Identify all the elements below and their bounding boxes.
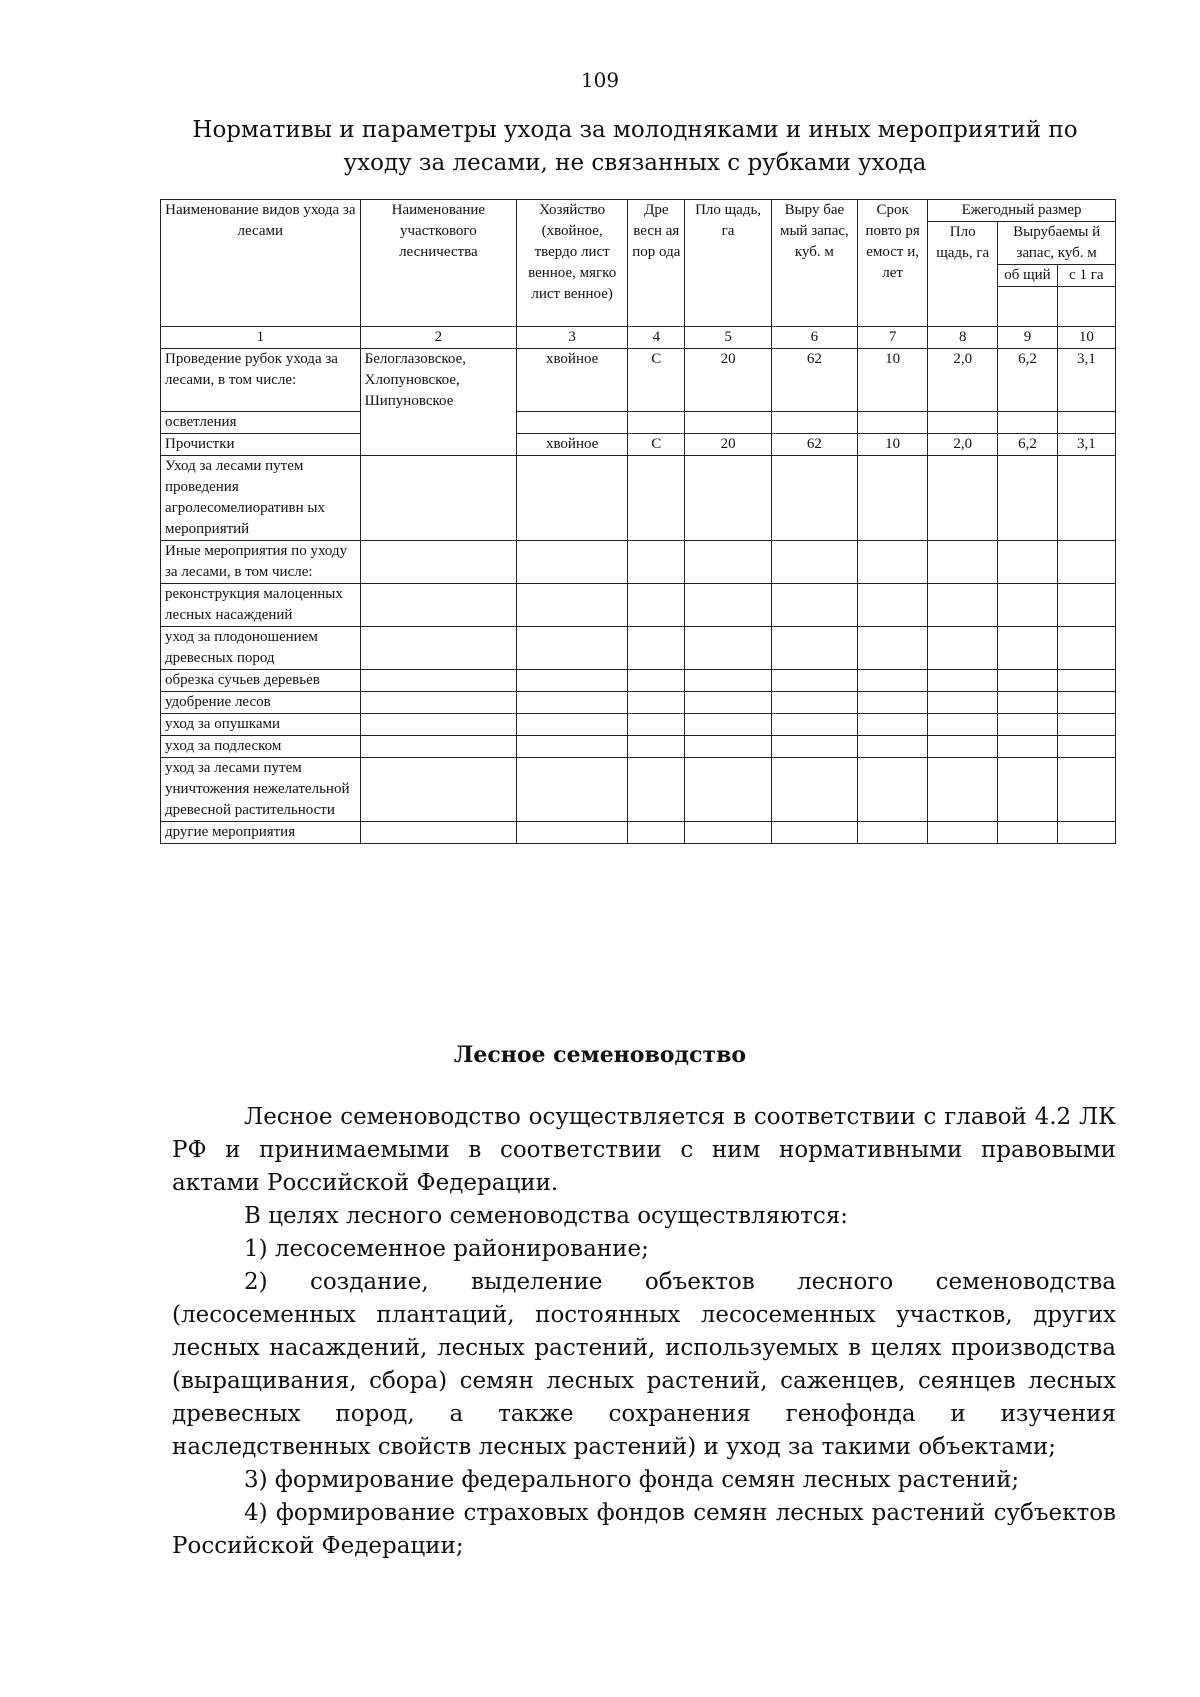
row-name: уход за подлеском: [161, 736, 361, 758]
header-period: Срок повто ря емост и, лет: [858, 200, 928, 327]
cell-area: 20: [685, 349, 771, 412]
header-volume-total: об щий: [998, 265, 1057, 287]
col-number: 1: [161, 327, 361, 349]
body-text: [172, 1101, 1116, 1563]
paragraph: 1) лесосеменное районирование;: [244, 1236, 649, 1262]
row-name: обрезка сучьев деревьев: [161, 670, 361, 692]
col-number: 2: [360, 327, 516, 349]
table-row: [161, 456, 1116, 541]
table-row: [161, 822, 1116, 844]
cell-annual-per-ha: 3,1: [1057, 349, 1115, 412]
row-name: Иные мероприятия по уходу за лесами, в том числе:: [161, 541, 361, 584]
table-row: [161, 541, 1116, 584]
norms-table: [160, 199, 1116, 844]
table-row: [161, 758, 1116, 822]
section-title: Лесное семеноводство: [453, 1042, 747, 1068]
cell-farm: хвойное: [517, 434, 628, 456]
col-number: 10: [1057, 327, 1115, 349]
table-row: [161, 412, 1116, 434]
header-annual-area: Пло щадь, га: [928, 222, 998, 327]
table-row: [161, 584, 1116, 627]
header-farm: Хозяйство (хвойное, твердо лист венное, мягко лист венное): [517, 200, 628, 327]
col-number: 5: [685, 327, 771, 349]
table-title: Нормативы и параметры ухода за молодняками и иных мероприятий по уходу за лесами, не связанных с рубками ухода: [192, 117, 1078, 176]
row-name: Уход за лесами путем проведения агролесомелиоративн ых мероприятий: [161, 456, 361, 541]
row-name: уход за плодоношением древесных пород: [161, 627, 361, 670]
forestry-name: Белоглазовское, Хлопуновское, Шипуновское: [360, 349, 516, 456]
row-name: уход за опушками: [161, 714, 361, 736]
table-row: [161, 714, 1116, 736]
header-forestry: Наименование участкового лесничества: [360, 200, 516, 327]
paragraph: 3) формирование федерального фонда семян лесных растений;: [244, 1467, 1020, 1493]
header-work-type: Наименование видов ухода за лесами: [161, 200, 361, 327]
cell-annual-per-ha: 3,1: [1057, 434, 1115, 456]
row-name: Проведение рубок ухода за лесами, в том числе:: [161, 349, 361, 412]
col-number: 7: [858, 327, 928, 349]
col-number: 6: [771, 327, 857, 349]
paragraph: В целях лесного семеноводства осуществляются:: [244, 1203, 849, 1229]
paragraph: 2) создание, выделение объектов лесного семеноводства (лесосеменных плантаций, постоянных лесосеменных участков, других лесных насаждений, лесных растений, используемых в целях производства (выращивания, сбора) семян лесных растений, саженцев, сеянцев лесных древесных пород, а также сохранения генофонда и изучения наследственных свойств лесных растений) и уход за такими объектами;: [172, 1269, 1116, 1460]
page-number: 109: [580, 68, 620, 92]
header-annual: Ежегодный размер: [928, 200, 1116, 222]
col-number: 3: [517, 327, 628, 349]
cell-annual-total: 6,2: [998, 434, 1057, 456]
column-numbers-row: [161, 327, 1116, 349]
table-row: [161, 349, 1116, 412]
row-name: другие мероприятия: [161, 822, 361, 844]
header-area: Пло щадь, га: [685, 200, 771, 327]
cell-annual-area: 2,0: [928, 349, 998, 412]
row-name: удобрение лесов: [161, 692, 361, 714]
cell-annual-total: 6,2: [998, 349, 1057, 412]
cell-volume: 62: [771, 349, 857, 412]
cell-period: 10: [858, 434, 928, 456]
table-row: [161, 627, 1116, 670]
header-species: Дре весн ая пор ода: [628, 200, 685, 327]
table-row: [161, 692, 1116, 714]
header-volume: Выру бае мый запас, куб. м: [771, 200, 857, 327]
cell-volume: 62: [771, 434, 857, 456]
cell-annual-area: 2,0: [928, 434, 998, 456]
paragraph: 4) формирование страховых фондов семян лесных растений субъектов Российской Федерации;: [172, 1500, 1116, 1559]
table-row: [161, 434, 1116, 456]
cell-species: С: [628, 349, 685, 412]
table-row: [161, 670, 1116, 692]
cell-area: 20: [685, 434, 771, 456]
row-name: реконструкция малоценных лесных насаждений: [161, 584, 361, 627]
row-name: уход за лесами путем уничтожения нежелательной древесной растительности: [161, 758, 361, 822]
paragraph: Лесное семеноводство осуществляется в соответствии с главой 4.2 ЛК РФ и принимаемыми в соответствии с ним нормативными правовыми актами Российской Федерации.: [172, 1104, 1116, 1196]
row-name: осветления: [161, 412, 361, 434]
cell-farm: хвойное: [517, 349, 628, 412]
cell-period: 10: [858, 349, 928, 412]
header-annual-volume: Вырубаемы й запас, куб. м: [998, 222, 1116, 265]
col-number: 4: [628, 327, 685, 349]
row-name: Прочистки: [161, 434, 361, 456]
header-volume-per-ha: с 1 га: [1057, 265, 1115, 287]
col-number: 9: [998, 327, 1057, 349]
cell-species: С: [628, 434, 685, 456]
table-row: [161, 736, 1116, 758]
col-number: 8: [928, 327, 998, 349]
